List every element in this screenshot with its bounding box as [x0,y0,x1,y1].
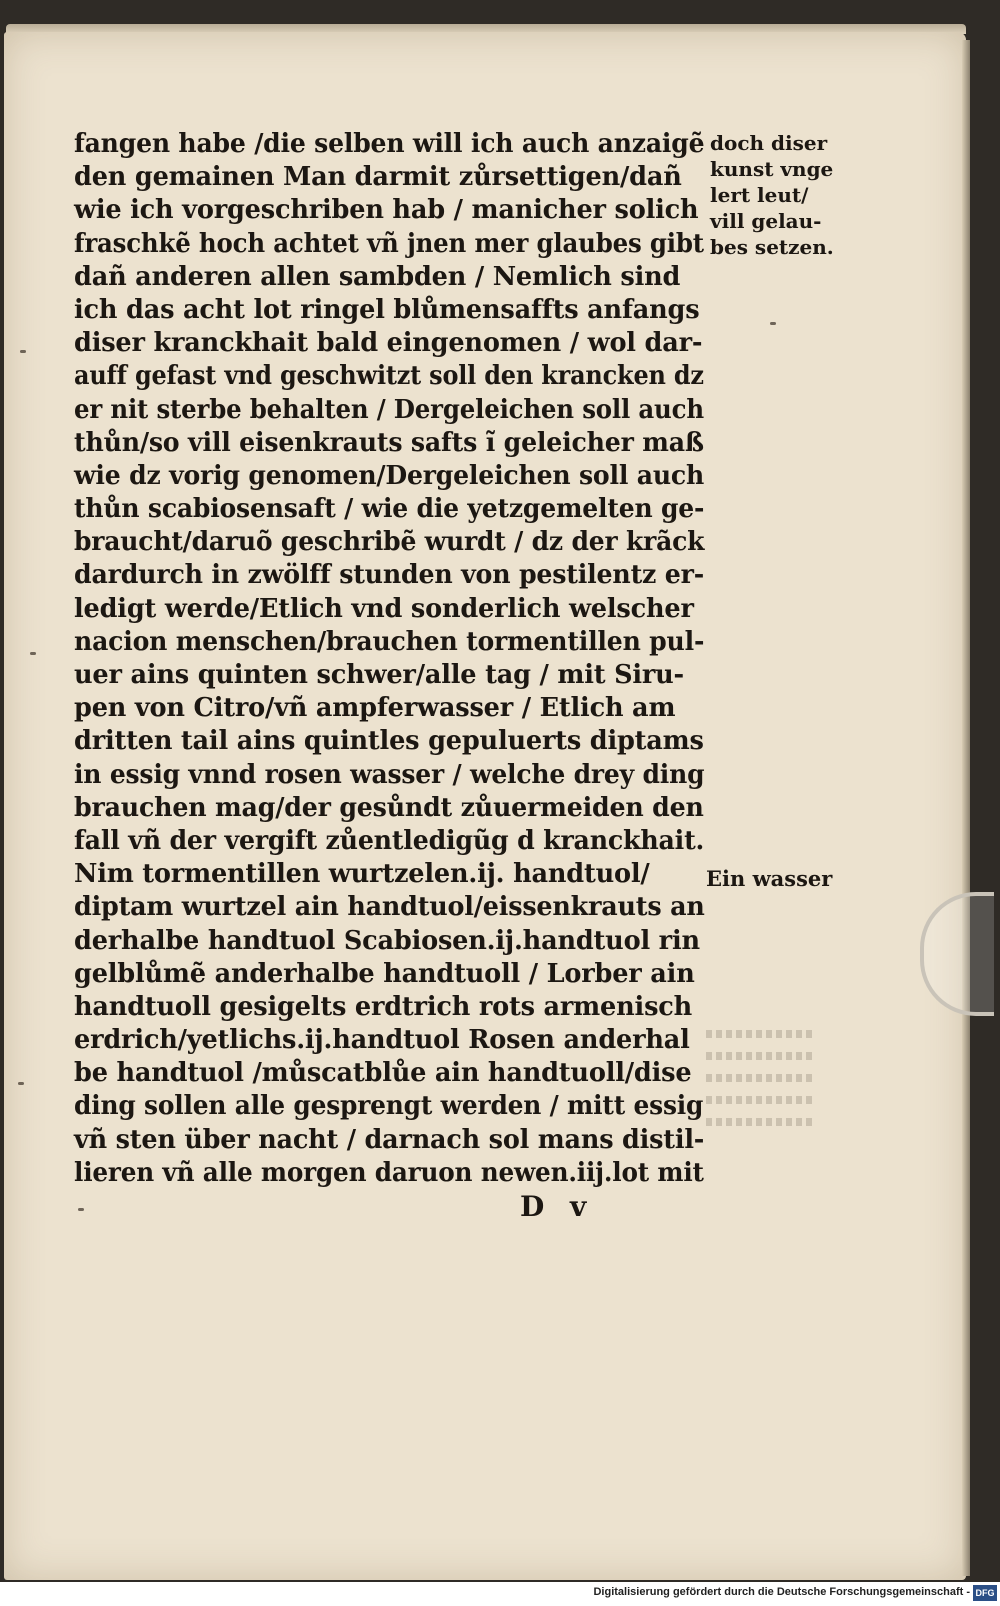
text-line: be handtuol /můscatblůe ain handtuoll/dise [74,1058,692,1089]
margin-note-line: doch diser [710,131,828,155]
text-line: wie dz vorig genomen/Dergeleichen soll auch [74,460,705,491]
text-line: in essig vnnd rosen wasser / welche drey ding [74,759,705,790]
text-line: thůn/so vill eisenkrauts safts ĩ geleicher maß [74,427,704,458]
text-line: dañ anderen allen sambden / Nemlich sind [74,261,681,292]
margin-note-line: bes setzen. [710,235,834,259]
text-line: er nit sterbe behalten / Dergeleichen soll auch [74,394,704,425]
show-through-marks [706,1016,816,1176]
margin-note-wasser: Ein wasser [706,866,833,891]
signature-mark: D v [520,1190,595,1223]
ink-speck [18,1082,24,1085]
margin-note-line: lert leut/ [710,183,809,207]
text-line: lieren vñ alle morgen daruon newen.iij.lot mit [74,1157,704,1188]
text-line: thůn scabiosensaft / wie die yetzgemelten ge- [74,494,705,525]
text-line: pen von Citro/vñ ampferwasser / Etlich am [74,693,676,724]
text-line: gelblůmẽ anderhalbe handtuoll / Lorber ain [74,958,695,989]
text-line: ich das acht lot ringel blůmensaffts anfangs [74,294,700,325]
text-line: fraschkẽ hoch achtet vñ jnen mer glaubes gibt [74,228,704,259]
ink-speck [78,1208,84,1211]
text-line: diptam wurtzel ain handtuol/eissenkrauts an [74,892,705,923]
text-line: uer ains quinten schwer/alle tag / mit Siru- [74,660,684,690]
text-line: ledigt werde/Etlich vnd sonderlich welscher [74,593,694,624]
footer-credit: Digitalisierung gefördert durch die Deutsche Forschungsgemeinschaft - [593,1586,970,1598]
text-line: Nim tormentillen wurtzelen.ij. handtuol/ [74,859,650,890]
text-line: wie ich vorgeschriben hab / manicher solich [74,195,699,226]
text-line: handtuoll gesigelts erdtrich rots armenisch [74,991,693,1022]
ink-speck [770,322,776,325]
main-text-block [74,128,714,1190]
text-line: ding sollen alle gesprengt werden / mitt essig [74,1091,704,1122]
page-right-edge [962,40,970,1576]
margin-note-line: kunst vnge [710,157,834,181]
text-line: diser kranckhait bald eingenomen / wol dar- [74,328,703,359]
text-line: nacion menschen/brauchen tormentillen pul- [74,626,705,657]
text-line: auff gefast vnd geschwitzt soll den krancken dz [74,361,704,392]
text-line: derhalbe handtuol Scabiosen.ij.handtuol rin [74,925,700,956]
margin-note-line: vill gelau- [710,209,822,233]
dfg-logo: DFG [973,1585,997,1601]
text-line: den gemainen Man darmit zůrsettigen/dañ [74,162,682,193]
text-line: braucht/daruõ geschribẽ wurdt / dz der krãck [74,527,705,558]
text-line: dardurch in zwölff stunden von pestilentz er- [74,560,705,591]
text-line: brauchen mag/der gesůndt zůuermeiden den [74,792,704,823]
footer-bar [0,1582,1000,1606]
text-line: vñ sten über nacht / darnach sol mans distil- [74,1124,705,1155]
ink-speck [30,652,36,655]
text-line: dritten tail ains quintles gepuluerts diptams [74,726,704,757]
text-line: erdrich/yetlichs.ij.handtuol Rosen anderhal [74,1025,690,1056]
ink-speck [20,350,26,353]
margin-note-top [710,130,834,260]
text-line: fangen habe /die selben will ich auch anzaigẽ [74,129,705,159]
text-line: fall vñ der vergift zůentledigũg d kranckhait. [74,825,705,856]
